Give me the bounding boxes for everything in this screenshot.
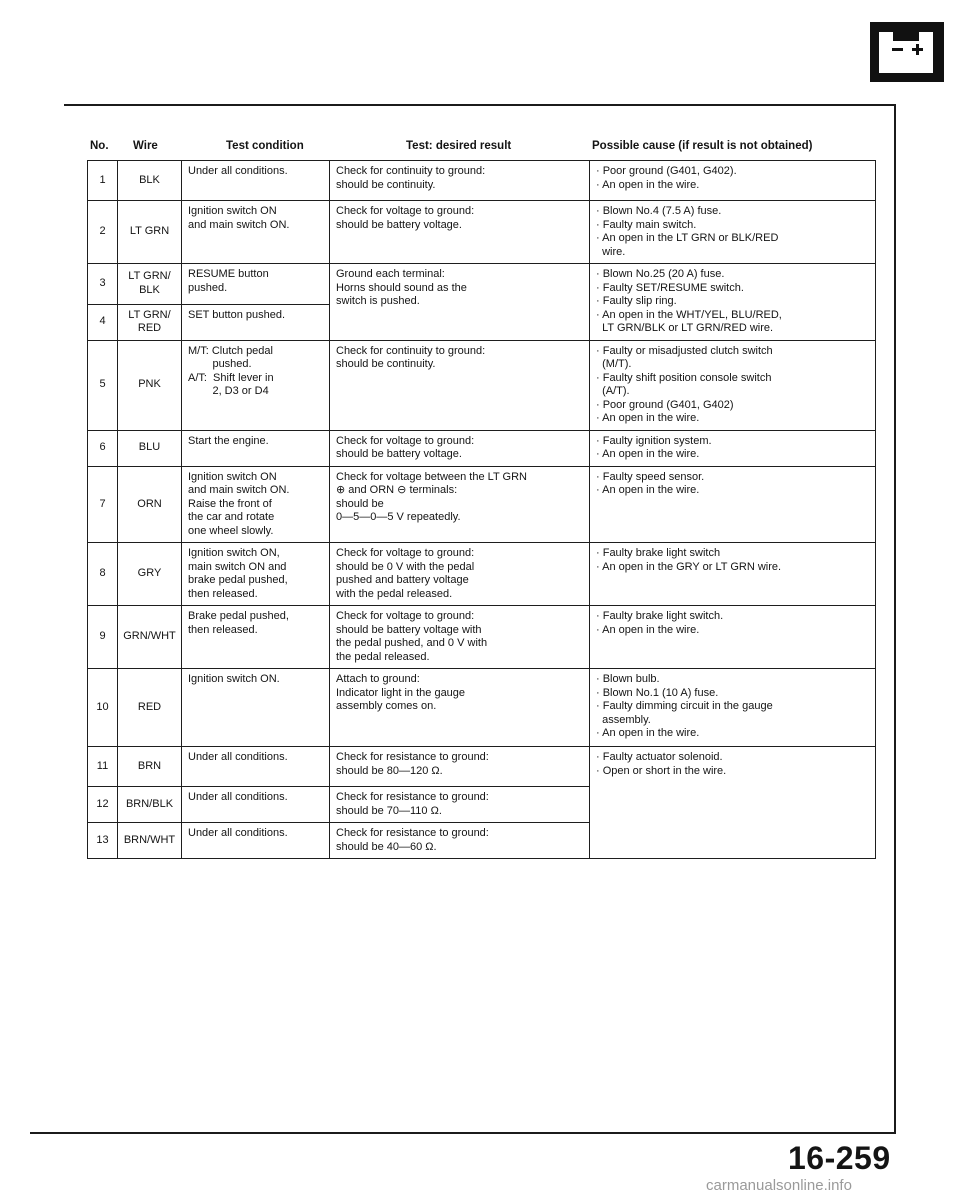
test-condition xyxy=(182,430,330,466)
desired-result-line: with the pedal released. xyxy=(336,587,453,600)
wire-color xyxy=(118,340,182,430)
possible-cause-line: · Blown No.25 (20 A) fuse. xyxy=(596,268,725,280)
watermark: carmanualsonline.info xyxy=(706,1177,852,1194)
test-condition-line: and main switch ON. xyxy=(188,484,290,496)
row-number: 6 xyxy=(88,430,118,466)
desired-result-line: should be battery voltage with xyxy=(336,623,482,636)
possible-cause xyxy=(590,466,876,543)
wire-color xyxy=(118,264,182,305)
header-desired-result: Test: desired result xyxy=(406,140,512,152)
table-row xyxy=(88,264,876,305)
test-condition-line: Start the engine. xyxy=(188,434,269,447)
test-condition-line: Ignition switch ON, xyxy=(188,547,280,559)
test-condition-line: Ignition switch ON. xyxy=(188,673,280,685)
desired-result-line: Attach to ground: xyxy=(336,673,420,685)
row-number: 4 xyxy=(88,304,118,340)
desired-result-line: Check for voltage to ground: xyxy=(336,547,475,559)
test-condition xyxy=(182,466,330,543)
possible-cause xyxy=(590,340,876,430)
wire-color xyxy=(118,606,182,669)
possible-cause-line: · Faulty speed sensor. xyxy=(596,470,705,483)
desired-result xyxy=(330,430,590,466)
possible-cause-line: · Blown No.1 (10 A) fuse. xyxy=(596,686,719,699)
test-condition xyxy=(182,161,330,201)
header-wire: Wire xyxy=(133,140,158,152)
wire-color-line: RED xyxy=(137,322,162,334)
wire-color-line: LT GRN xyxy=(129,225,170,238)
test-condition-line: Raise the front of xyxy=(188,497,272,510)
table-row xyxy=(88,201,876,264)
right-rule xyxy=(894,104,896,1134)
test-condition xyxy=(182,747,330,787)
row-number: 11 xyxy=(88,747,118,787)
row-number: 1 xyxy=(88,161,118,201)
top-rule xyxy=(64,104,896,106)
wire-color xyxy=(118,466,182,543)
possible-cause xyxy=(590,606,876,669)
possible-cause-line: · Faulty SET/RESUME switch. xyxy=(596,281,744,294)
table-row xyxy=(88,340,876,430)
row-number: 2 xyxy=(88,201,118,264)
test-condition xyxy=(182,201,330,264)
row-number: 9 xyxy=(88,606,118,669)
desired-result xyxy=(330,787,590,823)
desired-result xyxy=(330,823,590,859)
test-condition xyxy=(182,340,330,430)
table-row xyxy=(88,466,876,543)
desired-result xyxy=(330,669,590,747)
possible-cause-line: LT GRN/BLK or LT GRN/RED wire. xyxy=(596,322,774,334)
wire-color xyxy=(118,543,182,606)
test-condition-line: Brake pedal pushed, xyxy=(188,610,289,622)
table-row xyxy=(88,606,876,669)
column-headers xyxy=(0,140,960,160)
row-number: 13 xyxy=(88,823,118,859)
test-condition xyxy=(182,823,330,859)
desired-result-line: ⊕ and ORN ⊖ terminals: xyxy=(336,484,458,496)
possible-cause-line: · Faulty actuator solenoid. xyxy=(596,751,723,763)
wire-color-line: BRN/BLK xyxy=(125,797,174,810)
possible-cause-line: · An open in the wire. xyxy=(596,484,700,496)
desired-result-line: should be battery voltage. xyxy=(336,448,462,460)
test-condition-line: M/T: Clutch pedal xyxy=(188,344,273,357)
row-number: 3 xyxy=(88,264,118,305)
possible-cause-line: · Faulty brake light switch xyxy=(596,547,721,559)
desired-result-line: 0—5—0—5 V repeatedly. xyxy=(336,511,461,523)
row-number: 7 xyxy=(88,466,118,543)
header-no: No. xyxy=(90,140,109,152)
desired-result-line: Check for resistance to ground: xyxy=(336,751,489,763)
desired-result-line: should be 70—110 Ω. xyxy=(336,804,442,817)
wire-color-line: GRY xyxy=(137,567,162,580)
possible-cause-line: · Faulty main switch. xyxy=(596,218,697,231)
test-condition xyxy=(182,304,330,340)
desired-result-line: pushed and battery voltage xyxy=(336,574,469,586)
desired-result-line: Check for continuity to ground: xyxy=(336,344,486,357)
possible-cause xyxy=(590,161,876,201)
desired-result xyxy=(330,264,590,341)
test-condition-line: Under all conditions. xyxy=(188,751,288,763)
test-condition-line: the car and rotate xyxy=(188,511,275,523)
test-condition xyxy=(182,787,330,823)
possible-cause-line: · Faulty brake light switch. xyxy=(596,610,724,622)
row-number: 12 xyxy=(88,787,118,823)
wire-color-line: LT GRN/ xyxy=(128,308,171,321)
wire-color-line: ORN xyxy=(137,497,162,510)
wire-color-line: RED xyxy=(137,700,162,713)
wire-color xyxy=(118,669,182,747)
test-condition-line: Ignition switch ON xyxy=(188,470,277,483)
diagnosis-table xyxy=(87,160,876,859)
table-row xyxy=(88,669,876,747)
desired-result-line: should be continuity. xyxy=(336,178,436,191)
test-condition-line: then released. xyxy=(188,587,258,600)
wire-color-line: BRN/WHT xyxy=(123,833,176,846)
header-possible-cause: Possible cause (if result is not obtained) xyxy=(592,140,813,152)
desired-result-line: should be continuity. xyxy=(336,358,436,370)
desired-result-line: Indicator light in the gauge xyxy=(336,686,466,699)
possible-cause-line: · Poor ground (G401, G402). xyxy=(596,165,737,177)
possible-cause xyxy=(590,747,876,859)
table-row xyxy=(88,430,876,466)
test-condition-line: main switch ON and xyxy=(188,560,287,573)
desired-result-line: should be 80—120 Ω. xyxy=(336,764,443,777)
possible-cause-line: assembly. xyxy=(596,713,651,726)
test-condition xyxy=(182,606,330,669)
possible-cause-line: (A/T). xyxy=(596,385,630,397)
table-row xyxy=(88,747,876,787)
possible-cause-line: · Faulty or misadjusted clutch switch xyxy=(596,344,773,357)
possible-cause xyxy=(590,430,876,466)
possible-cause xyxy=(590,543,876,606)
wire-color-line: BLK xyxy=(139,173,160,186)
desired-result-line: Check for resistance to ground: xyxy=(336,827,489,839)
test-condition-line: one wheel slowly. xyxy=(188,524,274,537)
wire-color-line: BLK xyxy=(139,283,160,296)
possible-cause xyxy=(590,264,876,341)
desired-result-line: Check for voltage to ground: xyxy=(336,610,475,622)
possible-cause-line: · An open in the wire. xyxy=(596,448,700,460)
desired-result xyxy=(330,747,590,787)
test-condition-line: Under all conditions. xyxy=(188,165,288,177)
wire-color-line: PNK xyxy=(138,378,161,391)
test-condition-line: A/T: Shift lever in xyxy=(188,371,274,384)
possible-cause-line: · An open in the wire. xyxy=(596,178,700,191)
desired-result-line: Check for resistance to ground: xyxy=(336,791,489,803)
test-condition-line: Under all conditions. xyxy=(188,791,288,803)
header-test-condition: Test condition xyxy=(226,140,304,152)
desired-result-line: Horns should sound as the xyxy=(336,281,467,294)
test-condition-line: and main switch ON. xyxy=(188,218,290,231)
possible-cause-line: (M/T). xyxy=(596,358,632,370)
desired-result-line: should be 0 V with the pedal xyxy=(336,560,475,573)
possible-cause-line: · An open in the WHT/YEL, BLU/RED, xyxy=(596,308,782,321)
test-condition-line: Under all conditions. xyxy=(188,827,288,839)
desired-result-line: should be 40—60 Ω. xyxy=(336,840,437,853)
possible-cause xyxy=(590,201,876,264)
test-condition xyxy=(182,543,330,606)
diagnosis-table-body xyxy=(88,161,876,859)
wire-color xyxy=(118,747,182,787)
desired-result xyxy=(330,340,590,430)
wire-color-line: GRN/WHT xyxy=(123,630,176,643)
desired-result-line: Check for voltage to ground: xyxy=(336,205,475,217)
desired-result xyxy=(330,201,590,264)
desired-result xyxy=(330,161,590,201)
page-number: 16-259 xyxy=(788,1140,891,1176)
possible-cause-line: · Poor ground (G401, G402) xyxy=(596,398,734,411)
wire-color xyxy=(118,430,182,466)
desired-result xyxy=(330,466,590,543)
row-number: 5 xyxy=(88,340,118,430)
wire-color xyxy=(118,161,182,201)
test-condition-line: then released. xyxy=(188,623,258,636)
desired-result xyxy=(330,606,590,669)
test-condition-line: 2, D3 or D4 xyxy=(188,385,269,397)
possible-cause-line: · An open in the GRY or LT GRN wire. xyxy=(596,560,782,573)
desired-result-line: assembly comes on. xyxy=(336,700,437,712)
test-condition xyxy=(182,264,330,305)
test-condition-line: RESUME button xyxy=(188,268,269,280)
desired-result-line: Check for continuity to ground: xyxy=(336,165,486,177)
desired-result-line: the pedal released. xyxy=(336,650,430,663)
possible-cause-line: · An open in the LT GRN or BLK/RED xyxy=(596,232,779,244)
test-condition-line: pushed. xyxy=(188,358,252,370)
wire-color xyxy=(118,304,182,340)
possible-cause-line: · Blown No.4 (7.5 A) fuse. xyxy=(596,205,722,217)
battery-icon xyxy=(870,22,944,87)
desired-result-line: should be battery voltage. xyxy=(336,218,462,231)
wire-color-line: BRN xyxy=(137,759,162,772)
possible-cause-line: · Blown bulb. xyxy=(596,673,660,685)
wire-color-line: LT GRN/ xyxy=(128,270,171,283)
test-condition-line: Ignition switch ON xyxy=(188,205,277,217)
test-condition xyxy=(182,669,330,747)
possible-cause-line: · Faulty slip ring. xyxy=(596,295,677,307)
desired-result-line: switch is pushed. xyxy=(336,295,420,307)
possible-cause-line: · An open in the wire. xyxy=(596,412,700,424)
bottom-rule xyxy=(30,1132,896,1134)
wire-color xyxy=(118,823,182,859)
possible-cause-line: · Faulty ignition system. xyxy=(596,434,712,447)
table-row xyxy=(88,543,876,606)
desired-result-line: Check for voltage between the LT GRN xyxy=(336,470,527,483)
desired-result-line: the pedal pushed, and 0 V with xyxy=(336,637,488,649)
wire-color xyxy=(118,201,182,264)
wire-color-line: BLU xyxy=(138,441,161,454)
test-condition-line: pushed. xyxy=(188,281,228,294)
table-row xyxy=(88,161,876,201)
wire-color xyxy=(118,787,182,823)
desired-result-line: Check for voltage to ground: xyxy=(336,434,475,447)
desired-result-line: should be xyxy=(336,497,384,510)
possible-cause-line: · An open in the wire. xyxy=(596,727,700,739)
test-condition-line: SET button pushed. xyxy=(188,308,286,321)
desired-result xyxy=(330,543,590,606)
test-condition-line: brake pedal pushed, xyxy=(188,574,288,586)
possible-cause-line: · Faulty shift position console switch xyxy=(596,371,772,384)
row-number: 8 xyxy=(88,543,118,606)
possible-cause xyxy=(590,669,876,747)
desired-result-line: Ground each terminal: xyxy=(336,268,445,280)
possible-cause-line: · Open or short in the wire. xyxy=(596,764,727,777)
row-number: 10 xyxy=(88,669,118,747)
possible-cause-line: · Faulty dimming circuit in the gauge xyxy=(596,700,773,712)
possible-cause-line: wire. xyxy=(596,245,626,258)
possible-cause-line: · An open in the wire. xyxy=(596,623,700,636)
